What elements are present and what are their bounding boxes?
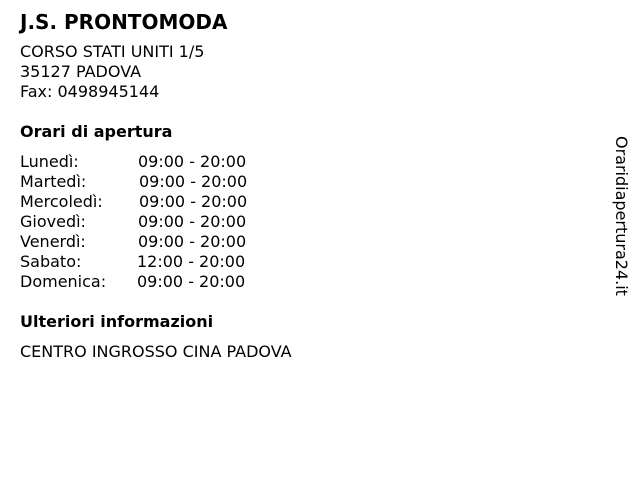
- fax-number: Fax: 0498945144: [20, 82, 160, 101]
- hours-day: Domenica:: [20, 272, 107, 291]
- hours-row-friday: [20, 232, 580, 252]
- hours-time: 09:00 - 20:00: [138, 152, 247, 171]
- hours-row-saturday: [20, 252, 580, 272]
- hours-row-sunday: [20, 272, 580, 292]
- hours-day: Sabato:: [20, 252, 82, 271]
- store-name: J.S. PRONTOMODA: [20, 10, 228, 34]
- hours-row-wednesday: [20, 192, 580, 212]
- site-watermark: Oraridiapertura24.it: [612, 136, 631, 296]
- hours-day: Mercoledì:: [20, 192, 103, 211]
- hours-time: 12:00 - 20:00: [137, 252, 246, 271]
- hours-time: 09:00 - 20:00: [138, 232, 247, 251]
- hours-time: 09:00 - 20:00: [139, 172, 248, 191]
- more-info-title: Ulteriori informazioni: [20, 312, 214, 331]
- hours-time: 09:00 - 20:00: [138, 212, 247, 231]
- hours-day: Giovedì:: [20, 212, 86, 231]
- more-info-text: CENTRO INGROSSO CINA PADOVA: [20, 342, 292, 361]
- store-card: [20, 10, 580, 362]
- store-address: [20, 42, 580, 102]
- address-city: 35127 PADOVA: [20, 62, 142, 81]
- hours-day: Martedì:: [20, 172, 87, 191]
- opening-hours-table: [20, 152, 580, 292]
- hours-row-thursday: [20, 212, 580, 232]
- hours-row-monday: [20, 152, 580, 172]
- opening-hours-title: Orari di apertura: [20, 122, 173, 141]
- hours-time: 09:00 - 20:00: [139, 192, 248, 211]
- address-street: CORSO STATI UNITI 1/5: [20, 42, 205, 61]
- hours-row-tuesday: [20, 172, 580, 192]
- hours-time: 09:00 - 20:00: [137, 272, 246, 291]
- hours-day: Lunedì:: [20, 152, 79, 171]
- hours-day: Venerdì:: [20, 232, 86, 251]
